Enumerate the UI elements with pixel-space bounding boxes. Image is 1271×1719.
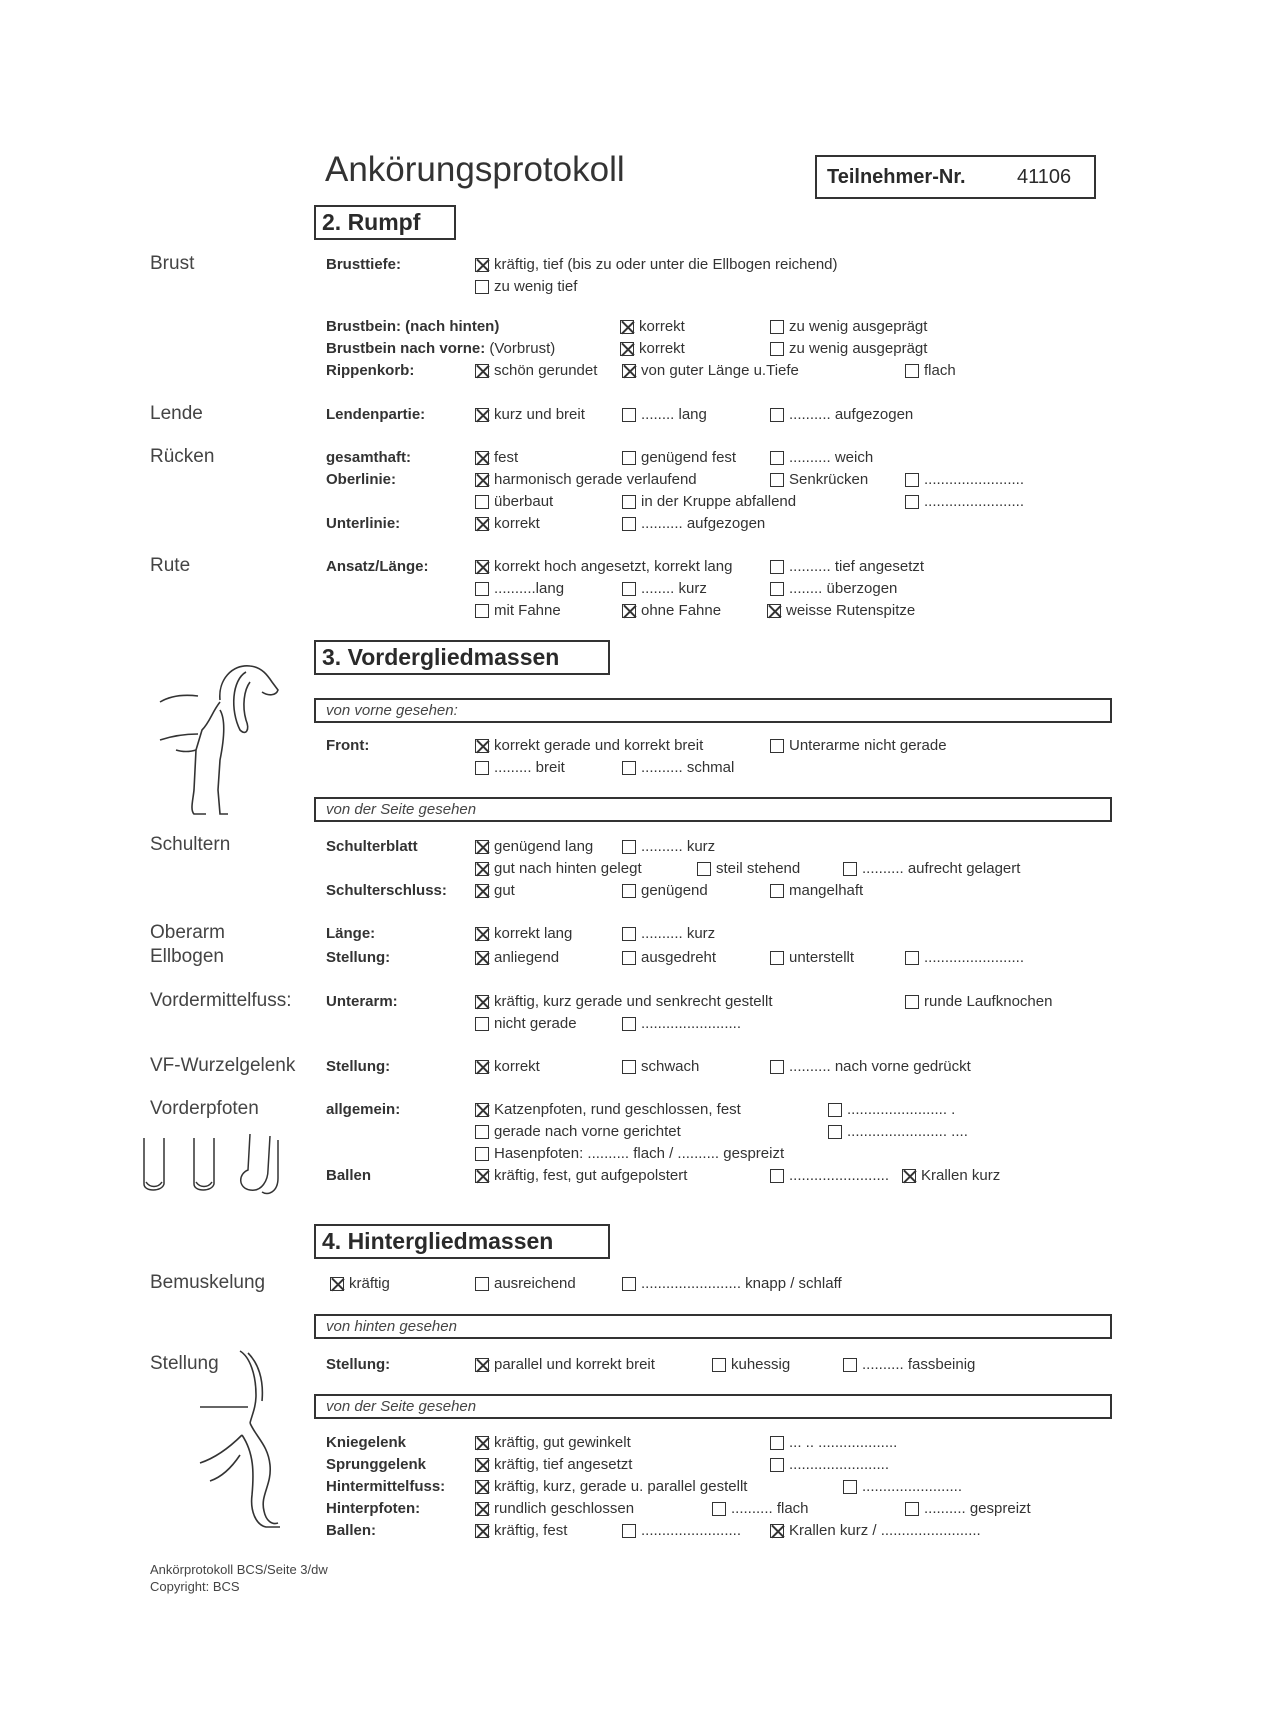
- checkbox[interactable]: [770, 1436, 784, 1450]
- checkbox[interactable]: [475, 840, 489, 854]
- option-unterarm-runde-laufknochen[interactable]: runde Laufknochen: [905, 993, 1052, 1010]
- option-schulterblatt-genuegend-lang[interactable]: genügend lang: [475, 838, 593, 855]
- checkbox[interactable]: [843, 1358, 857, 1372]
- checkbox[interactable]: [770, 582, 784, 596]
- option-brustbein-vorne-korrekt[interactable]: korrekt: [620, 340, 685, 357]
- checkbox[interactable]: [620, 320, 634, 334]
- label-rippenkorb: Rippenkorb:: [326, 362, 415, 379]
- option-vf-schwach[interactable]: schwach: [622, 1058, 699, 1075]
- label-lendenpartie: Lendenpartie:: [326, 406, 426, 423]
- checkbox[interactable]: [770, 739, 784, 753]
- checkbox[interactable]: [330, 1277, 344, 1291]
- option-oberarm-korrekt-lang[interactable]: korrekt lang: [475, 925, 572, 942]
- option-bemuskelung-knapp[interactable]: ........................ knapp / schlaff: [622, 1275, 842, 1292]
- option-rute-korrekt[interactable]: korrekt hoch angesetzt, korrekt lang: [475, 558, 732, 575]
- option-rippenkorb-gerundet[interactable]: schön gerundet: [475, 362, 597, 379]
- subsection-von-der-seite-2: von der Seite gesehen: [314, 1394, 1112, 1419]
- option-brustbein-hinten-korrekt[interactable]: korrekt: [620, 318, 685, 335]
- option-ballen-vorne-kraeftig[interactable]: kräftig, fest, gut aufgepolstert: [475, 1167, 687, 1184]
- category-vorderpfoten: Vorderpfoten: [150, 1098, 259, 1119]
- category-ellbogen: Ellbogen: [150, 946, 224, 967]
- label-schulterblatt: Schulterblatt: [326, 838, 418, 855]
- option-hinten-fassbeinig[interactable]: .......... fassbeinig: [843, 1356, 975, 1373]
- category-schultern: Schultern: [150, 834, 231, 855]
- checkbox[interactable]: [622, 517, 636, 531]
- option-oberarm-kurz[interactable]: .......... kurz: [622, 925, 715, 942]
- option-unterarm-nicht-gerade[interactable]: nicht gerade: [475, 1015, 577, 1032]
- checkbox[interactable]: [770, 1169, 784, 1183]
- option-pfoten-other-2[interactable]: ........................ ....: [828, 1123, 968, 1140]
- label-kniegelenk: Kniegelenk: [326, 1434, 407, 1451]
- option-schulterblatt-gut-gelegt[interactable]: gut nach hinten gelegt: [475, 860, 642, 877]
- category-rute: Rute: [150, 555, 191, 576]
- option-ballen-hinten-krallen[interactable]: Krallen kurz / ........................: [770, 1522, 981, 1539]
- label-stellung-vf: Stellung:: [326, 1058, 391, 1075]
- checkbox[interactable]: [767, 604, 781, 618]
- checkbox[interactable]: [622, 1277, 636, 1291]
- checkbox[interactable]: [475, 1524, 489, 1538]
- label-gesamthaft: gesamthaft:: [326, 449, 412, 466]
- checkbox[interactable]: [475, 408, 489, 422]
- section-vordergliedmassen-title: 3. Vordergliedmassen: [314, 640, 610, 675]
- option-schulterschluss-gut[interactable]: gut: [475, 882, 515, 899]
- section-rumpf-title: 2. Rumpf: [314, 205, 456, 240]
- option-schulterschluss-mangelhaft[interactable]: mangelhaft: [770, 882, 863, 899]
- subsection-von-hinten: von hinten gesehen: [314, 1314, 1112, 1339]
- option-brusttiefe-zu-wenig[interactable]: zu wenig tief: [475, 278, 577, 295]
- checkbox[interactable]: [475, 451, 489, 465]
- option-hinten-parallel[interactable]: parallel und korrekt breit: [475, 1356, 655, 1373]
- participant-number-label: Teilnehmer-Nr.: [827, 166, 966, 188]
- option-sprunggelenk-kraeftig[interactable]: kräftig, tief angesetzt: [475, 1456, 632, 1473]
- option-oberlinie-other[interactable]: ........................: [905, 471, 1024, 488]
- checkbox[interactable]: [622, 1017, 636, 1031]
- option-ballen-vorne-krallen[interactable]: Krallen kurz: [902, 1167, 1000, 1184]
- option-ruecken-weich[interactable]: .......... weich: [770, 449, 873, 466]
- footer-line-1: Ankörprotokoll BCS/Seite 3/dw: [150, 1562, 328, 1577]
- label-allgemein: allgemein:: [326, 1101, 401, 1118]
- checkbox[interactable]: [622, 884, 636, 898]
- checkbox[interactable]: [622, 582, 636, 596]
- category-vf-wurzelgelenk: VF-Wurzelgelenk: [150, 1055, 296, 1076]
- option-pfoten-gerade[interactable]: gerade nach vorne gerichtet: [475, 1123, 681, 1140]
- category-oberarm: Oberarm: [150, 922, 225, 943]
- checkbox[interactable]: [475, 604, 489, 618]
- checkbox[interactable]: [770, 342, 784, 356]
- option-brustbein-vorne-zu-wenig[interactable]: zu wenig ausgeprägt: [770, 340, 927, 357]
- label-brustbein-vorne: Brustbein nach vorne: (Vorbrust): [326, 340, 556, 357]
- checkbox[interactable]: [622, 1060, 636, 1074]
- option-unterarm-other[interactable]: ........................: [622, 1015, 741, 1032]
- checkbox[interactable]: [770, 884, 784, 898]
- option-schulterblatt-kurz[interactable]: .......... kurz: [622, 838, 715, 855]
- checkbox[interactable]: [770, 1060, 784, 1074]
- checkbox[interactable]: [475, 761, 489, 775]
- option-unterarm-kraeftig[interactable]: kräftig, kurz gerade und senkrecht gestellt: [475, 993, 772, 1010]
- checkbox[interactable]: [712, 1358, 726, 1372]
- option-ellbogen-other[interactable]: ........................: [905, 949, 1024, 966]
- option-hintermittelfuss-kraeftig[interactable]: kräftig, kurz, gerade u. parallel gestellt: [475, 1478, 747, 1495]
- label-front: Front:: [326, 737, 370, 754]
- option-rute-tief[interactable]: .......... tief angesetzt: [770, 558, 924, 575]
- checkbox[interactable]: [475, 517, 489, 531]
- option-oberlinie-other-2[interactable]: ........................: [905, 493, 1024, 510]
- label-stellung-hinten: Stellung:: [326, 1356, 391, 1373]
- option-hinterpfoten-flach[interactable]: .......... flach: [712, 1500, 809, 1517]
- checkbox[interactable]: [843, 1480, 857, 1494]
- label-unterarm: Unterarm:: [326, 993, 398, 1010]
- category-lende: Lende: [150, 403, 203, 424]
- category-ruecken: Rücken: [150, 446, 215, 467]
- option-ballen-vorne-other[interactable]: ........................: [770, 1167, 889, 1184]
- option-unterlinie-korrekt[interactable]: korrekt: [475, 515, 540, 532]
- hind-leg-illustration: [198, 1345, 298, 1535]
- checkbox[interactable]: [770, 451, 784, 465]
- option-ruecken-genuegend-fest[interactable]: genügend fest: [622, 449, 736, 466]
- option-unterlinie-aufgezogen[interactable]: .......... aufgezogen: [622, 515, 765, 532]
- checkbox[interactable]: [770, 560, 784, 574]
- label-hintermittelfuss: Hintermittelfuss:: [326, 1478, 446, 1495]
- option-rute-lang[interactable]: ..........lang: [475, 580, 564, 597]
- checkbox[interactable]: [905, 495, 919, 509]
- checkbox[interactable]: [475, 582, 489, 596]
- checkbox[interactable]: [475, 1103, 489, 1117]
- page-title: Ankörungsprotokoll: [325, 150, 625, 189]
- option-rute-kurz[interactable]: ........ kurz: [622, 580, 707, 597]
- checkbox[interactable]: [475, 1125, 489, 1139]
- checkbox[interactable]: [770, 1524, 784, 1538]
- option-front-korrekt[interactable]: korrekt gerade und korrekt breit: [475, 737, 703, 754]
- checkbox[interactable]: [622, 840, 636, 854]
- checkbox[interactable]: [475, 1060, 489, 1074]
- option-hinterpfoten-rundlich[interactable]: rundlich geschlossen: [475, 1500, 634, 1517]
- option-ballen-hinten-other[interactable]: ........................: [622, 1522, 741, 1539]
- subsection-von-vorne: von vorne gesehen:: [314, 698, 1112, 723]
- checkbox[interactable]: [475, 1502, 489, 1516]
- checkbox[interactable]: [475, 495, 489, 509]
- option-kniegelenk-kraeftig[interactable]: kräftig, gut gewinkelt: [475, 1434, 631, 1451]
- checkbox[interactable]: [475, 995, 489, 1009]
- option-rute-ohne-fahne[interactable]: ohne Fahne: [622, 602, 721, 619]
- label-ballen-hinten: Ballen:: [326, 1522, 377, 1539]
- checkbox[interactable]: [622, 451, 636, 465]
- option-brusttiefe-kraeftig[interactable]: kräftig, tief (bis zu oder unter die Ellbogen reichend): [475, 256, 838, 273]
- option-bemuskelung-kraeftig[interactable]: kräftig: [330, 1275, 390, 1292]
- option-front-unterarme[interactable]: Unterarme nicht gerade: [770, 737, 947, 754]
- option-oberlinie-harmonisch[interactable]: harmonisch gerade verlaufend: [475, 471, 697, 488]
- option-front-schmal[interactable]: .......... schmal: [622, 759, 734, 776]
- checkbox[interactable]: [475, 951, 489, 965]
- footer-line-2: Copyright: BCS: [150, 1579, 240, 1594]
- label-ballen-vorne: Ballen: [326, 1167, 372, 1184]
- option-lende-lang[interactable]: ........ lang: [622, 406, 707, 423]
- option-vf-korrekt[interactable]: korrekt: [475, 1058, 540, 1075]
- checkbox[interactable]: [905, 1502, 919, 1516]
- option-rippenkorb-laenge[interactable]: von guter Länge u.Tiefe: [622, 362, 799, 379]
- option-front-breit[interactable]: ......... breit: [475, 759, 565, 776]
- checkbox[interactable]: [622, 1524, 636, 1538]
- option-oberlinie-kruppe[interactable]: in der Kruppe abfallend: [622, 493, 796, 510]
- checkbox[interactable]: [475, 1169, 489, 1183]
- dog-front-illustration: [150, 650, 285, 820]
- checkbox[interactable]: [475, 884, 489, 898]
- option-pfoten-hasenpfoten[interactable]: Hasenpfoten: .......... flach / .......... gespreizt: [475, 1145, 784, 1162]
- label-brustbein-hinten: Brustbein: (nach hinten): [326, 318, 500, 335]
- category-stellung: Stellung: [150, 1353, 219, 1374]
- option-lende-kurz-breit[interactable]: kurz und breit: [475, 406, 585, 423]
- checkbox[interactable]: [475, 927, 489, 941]
- checkbox[interactable]: [622, 495, 636, 509]
- checkbox[interactable]: [622, 951, 636, 965]
- option-rute-weisse-spitze[interactable]: weisse Rutenspitze: [767, 602, 915, 619]
- option-kniegelenk-other[interactable]: ... .. ...................: [770, 1434, 897, 1451]
- checkbox[interactable]: [770, 473, 784, 487]
- checkbox[interactable]: [770, 951, 784, 965]
- category-brust: Brust: [150, 253, 195, 274]
- option-rute-ueberzogen[interactable]: ........ überzogen: [770, 580, 897, 597]
- option-oberlinie-senkruecken[interactable]: Senkrücken: [770, 471, 868, 488]
- checkbox[interactable]: [620, 342, 634, 356]
- category-bemuskelung: Bemuskelung: [150, 1272, 266, 1293]
- checkbox[interactable]: [622, 364, 636, 378]
- checkbox[interactable]: [475, 258, 489, 272]
- label-schulterschluss: Schulterschluss:: [326, 882, 447, 899]
- checkbox[interactable]: [475, 1147, 489, 1161]
- checkbox[interactable]: [828, 1125, 842, 1139]
- label-ansatz: Ansatz/Länge:: [326, 558, 429, 575]
- checkbox[interactable]: [905, 951, 919, 965]
- option-rute-mit-fahne[interactable]: mit Fahne: [475, 602, 561, 619]
- label-laenge: Länge:: [326, 925, 376, 942]
- option-vf-nach-vorne[interactable]: .......... nach vorne gedrückt: [770, 1058, 971, 1075]
- participant-number-box: [815, 155, 1096, 199]
- checkbox[interactable]: [475, 739, 489, 753]
- option-ellbogen-unterstellt[interactable]: unterstellt: [770, 949, 854, 966]
- option-bemuskelung-ausreichend[interactable]: ausreichend: [475, 1275, 576, 1292]
- checkbox[interactable]: [622, 761, 636, 775]
- section-hintergliedmassen-title: 4. Hintergliedmassen: [314, 1224, 610, 1259]
- checkbox[interactable]: [905, 473, 919, 487]
- option-brustbein-hinten-zu-wenig[interactable]: zu wenig ausgeprägt: [770, 318, 927, 335]
- subsection-von-der-seite-1: von der Seite gesehen: [314, 797, 1112, 822]
- checkbox[interactable]: [622, 408, 636, 422]
- checkbox[interactable]: [770, 320, 784, 334]
- participant-number-value: 41106: [1017, 166, 1072, 188]
- checkbox[interactable]: [843, 862, 857, 876]
- checkbox[interactable]: [475, 1358, 489, 1372]
- label-sprunggelenk: Sprunggelenk: [326, 1456, 427, 1473]
- option-hinten-kuhessig[interactable]: kuhessig: [712, 1356, 790, 1373]
- option-schulterblatt-steil[interactable]: steil stehend: [697, 860, 800, 877]
- label-hinterpfoten: Hinterpfoten:: [326, 1500, 421, 1517]
- option-ellbogen-anliegend[interactable]: anliegend: [475, 949, 559, 966]
- option-hinterpfoten-gespreizt[interactable]: .......... gespreizt: [905, 1500, 1031, 1517]
- option-lende-aufgezogen[interactable]: .......... aufgezogen: [770, 406, 913, 423]
- label-unterlinie: Unterlinie:: [326, 515, 401, 532]
- option-schulterblatt-aufrecht[interactable]: .......... aufrecht gelagert: [843, 860, 1020, 877]
- option-sprunggelenk-other[interactable]: ........................: [770, 1456, 889, 1473]
- checkbox[interactable]: [475, 364, 489, 378]
- category-vordermittelfuss: Vordermittelfuss:: [150, 990, 292, 1011]
- option-ballen-hinten-kraeftig[interactable]: kräftig, fest: [475, 1522, 567, 1539]
- option-schulterschluss-genuegend[interactable]: genügend: [622, 882, 708, 899]
- label-stellung-oberarm: Stellung:: [326, 949, 391, 966]
- checkbox[interactable]: [712, 1502, 726, 1516]
- paws-illustration: [138, 1130, 298, 1205]
- option-rippenkorb-flach[interactable]: flach: [905, 362, 956, 379]
- checkbox[interactable]: [475, 560, 489, 574]
- checkbox[interactable]: [697, 862, 711, 876]
- checkbox[interactable]: [905, 364, 919, 378]
- label-brusttiefe: Brusttiefe:: [326, 256, 402, 273]
- option-pfoten-other-1[interactable]: ........................ .: [828, 1101, 955, 1118]
- checkbox[interactable]: [770, 408, 784, 422]
- checkbox[interactable]: [475, 1277, 489, 1291]
- option-pfoten-katzenpfoten[interactable]: Katzenpfoten, rund geschlossen, fest: [475, 1101, 741, 1118]
- checkbox[interactable]: [770, 1458, 784, 1472]
- checkbox[interactable]: [828, 1103, 842, 1117]
- checkbox[interactable]: [622, 604, 636, 618]
- checkbox[interactable]: [905, 995, 919, 1009]
- checkbox[interactable]: [902, 1169, 916, 1183]
- checkbox[interactable]: [475, 1458, 489, 1472]
- checkbox[interactable]: [475, 280, 489, 294]
- checkbox[interactable]: [475, 473, 489, 487]
- option-ellbogen-ausgedreht[interactable]: ausgedreht: [622, 949, 716, 966]
- option-ruecken-fest[interactable]: fest: [475, 449, 518, 466]
- option-oberlinie-ueberbaut[interactable]: überbaut: [475, 493, 553, 510]
- checkbox[interactable]: [475, 1480, 489, 1494]
- checkbox[interactable]: [475, 1436, 489, 1450]
- checkbox[interactable]: [622, 927, 636, 941]
- checkbox[interactable]: [475, 1017, 489, 1031]
- checkbox[interactable]: [475, 862, 489, 876]
- label-oberlinie: Oberlinie:: [326, 471, 397, 488]
- option-hintermittelfuss-other[interactable]: ........................: [843, 1478, 962, 1495]
